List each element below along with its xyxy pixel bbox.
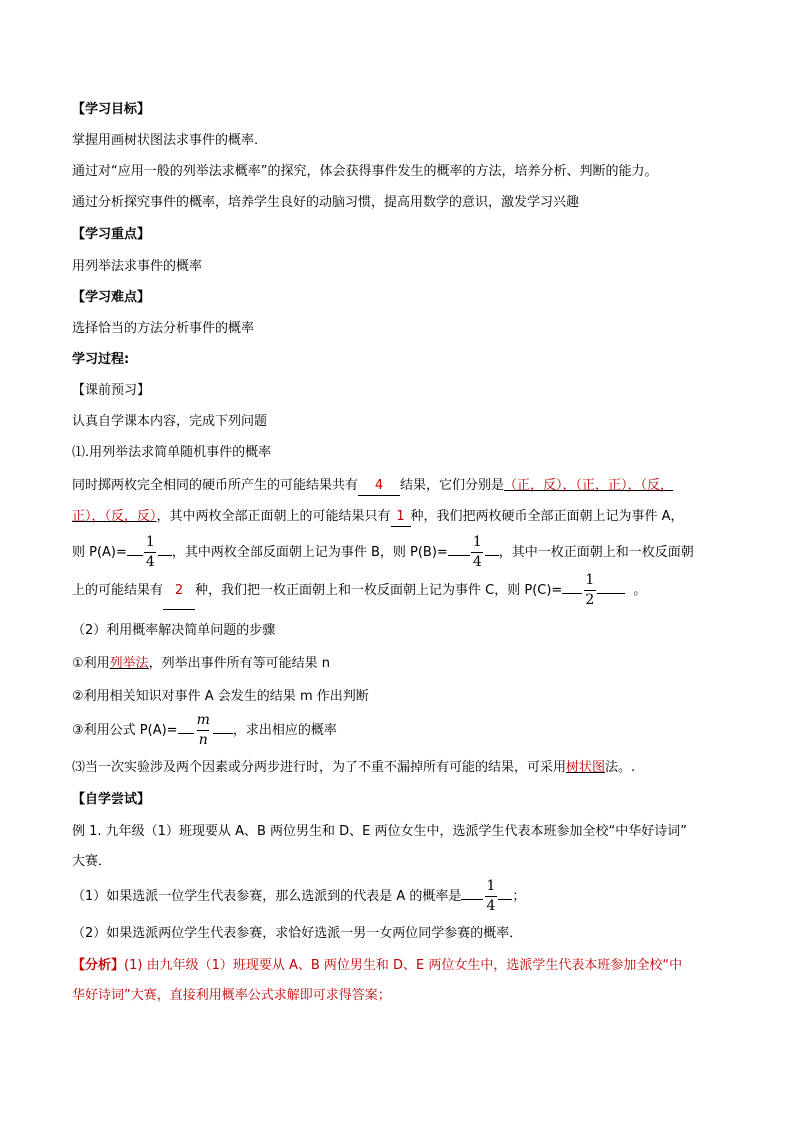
coin-text: 种，我们把一枚正面朝上和一枚反面朝上记为事件 C，则 P(C)= [195,583,563,598]
step-2: ②利用相关知识对事件 A 会发生的结果 m 作出判断 [72,689,369,704]
step-text: ，列举出事件所有等可能结果 n [148,656,331,671]
fraction-denominator: 2 [585,592,595,608]
step-1 [72,655,330,673]
coin-text: 同时掷两枚完全相同的硬币所产生的可能结果共有 [72,478,359,493]
key-points-text: 用列举法求事件的概率 [72,259,203,274]
preview-intro: 认真自学课本内容，完成下列问题 [72,414,268,429]
goal-item-3: 通过分析探究事件的概率，培养学生良好的动脑习惯，提高用数学的意识，激发学习兴趣 [72,195,580,210]
fraction-pa [144,534,157,571]
fraction-denominator: 4 [486,898,496,914]
question-3 [72,759,635,777]
goal-item-2: 通过对“应用一般的列举法求概率”的探究，体会获得事件发生的概率的方法，培养分析、判断的能力。 [72,164,658,179]
blank-line [461,899,483,900]
question-1-title: ⑴.用列举法求简单随机事件的概率 [72,445,272,460]
question-2-title: （2）利用概率解决简单问题的步骤 [72,623,276,638]
fraction-numerator: 1 [472,534,482,550]
step-3 [72,712,337,749]
q3-text: ⑶当一次实验涉及两个因素或分两步进行时，为了不重不漏掉所有可能的结果，可采用 [72,760,567,775]
both-heads-answer: 1 [391,508,411,527]
blank-line [127,555,143,556]
fraction-bar [471,552,483,553]
fraction-ex1-answer [484,878,497,915]
fraction-numerator: 1 [486,878,496,894]
difficulties-text: 选择恰当的方法分析事件的概率 [72,321,255,336]
coin-text: 种，我们把两枚硬币全部正面朝上记为事件 A， [410,509,684,524]
example-1-line-1: 例 1. 九年级（1）班现要从 A、B 两位男生和 D、E 两位女生中，选派学生代表本班参加全校“中华好诗词” [72,824,687,839]
step-text: ，求出相应的概率 [232,723,337,738]
fraction-numerator: 1 [585,572,595,588]
analysis-line-1 [72,957,682,975]
heading-self-study: 【自学尝试】 [72,792,151,807]
blank-line [562,593,582,594]
question-text: ； [512,889,526,904]
blank-line [213,733,233,734]
step-text: ①利用 [72,656,110,671]
q3-answer: 树状图 [566,760,606,775]
step1-answer: 列举法 [109,656,149,671]
coin-text: ，其中两枚全部反面朝上记为事件 B，则 P(B)= [171,545,448,560]
fraction-denominator: 4 [145,554,155,570]
analysis-label: 【分析】 [72,958,125,973]
blank-line [498,899,512,900]
fraction-bar [584,590,596,591]
heading-difficulties: 【学习难点】 [72,290,151,305]
coin-text: ，其中一枚正面朝上和一枚反面朝 [498,545,694,560]
coin-text: 则 P(A)= [72,545,127,560]
fraction-bar [144,552,156,553]
example-1-question-2: （2）如果选派两位学生代表参赛，求恰好选派一男一女两位同学参赛的概率． [72,926,523,941]
blank-line [178,733,194,734]
heading-key-points: 【学习重点】 [72,227,151,242]
heading-learning-goals: 【学习目标】 [72,102,151,117]
example-1-line-2: 大赛． [72,854,112,869]
blank-line [158,555,172,556]
question-text: （1）如果选派一位学生代表参赛，那么选派到的代表是 A 的概率是 [72,889,462,904]
goal-item-1: 掌握用画树状图法求事件的概率. [72,133,259,148]
heading-learning-process: 学习过程: [72,352,130,367]
fraction-formula [195,712,212,749]
fraction-numerator: 1 [145,534,155,550]
fraction-denominator: n [198,732,208,748]
coin-text: 。 [633,583,647,598]
step-text: ③利用公式 P(A)= [72,723,178,738]
blank-line [597,593,625,594]
coin-line-3 [72,534,694,571]
coin-line-4 [72,572,646,610]
coin-text: ，其中两枚全部正面朝上的可能结果只有 [156,509,391,524]
outcomes-list-answer: （正，反），（正，正），（反， [504,478,674,493]
analysis-line-2: 华好诗词”大赛，直接利用概率公式求解即可求得答案； [72,988,391,1003]
example-1-question-1 [72,878,525,915]
coin-line-1 [72,477,673,496]
coin-text: 上的可能结果有 [72,583,164,598]
coin-line-2 [72,508,684,527]
fraction-numerator: m [196,712,210,728]
fraction-bar [485,896,497,897]
blank-line [448,555,470,556]
total-outcomes-answer: 4 [358,477,400,496]
coin-text: 结果，它们分别是 [400,478,505,493]
fraction-pb [471,534,484,571]
mixed-outcomes-answer: 2 [163,573,195,610]
fraction-pc [583,572,596,609]
fraction-denominator: 4 [472,554,482,570]
analysis-text: (1) 由九年级（1）班现要从 A、B 两位男生和 D、E 两位女生中，选派学生代表本班参加全校“中 [124,958,683,973]
q3-text: 法。. [605,760,636,775]
outcomes-list-answer-cont: 正），（反，反） [72,509,157,524]
blank-line [485,555,499,556]
fraction-bar [197,730,209,731]
heading-preview: 【课前预习】 [72,383,151,398]
